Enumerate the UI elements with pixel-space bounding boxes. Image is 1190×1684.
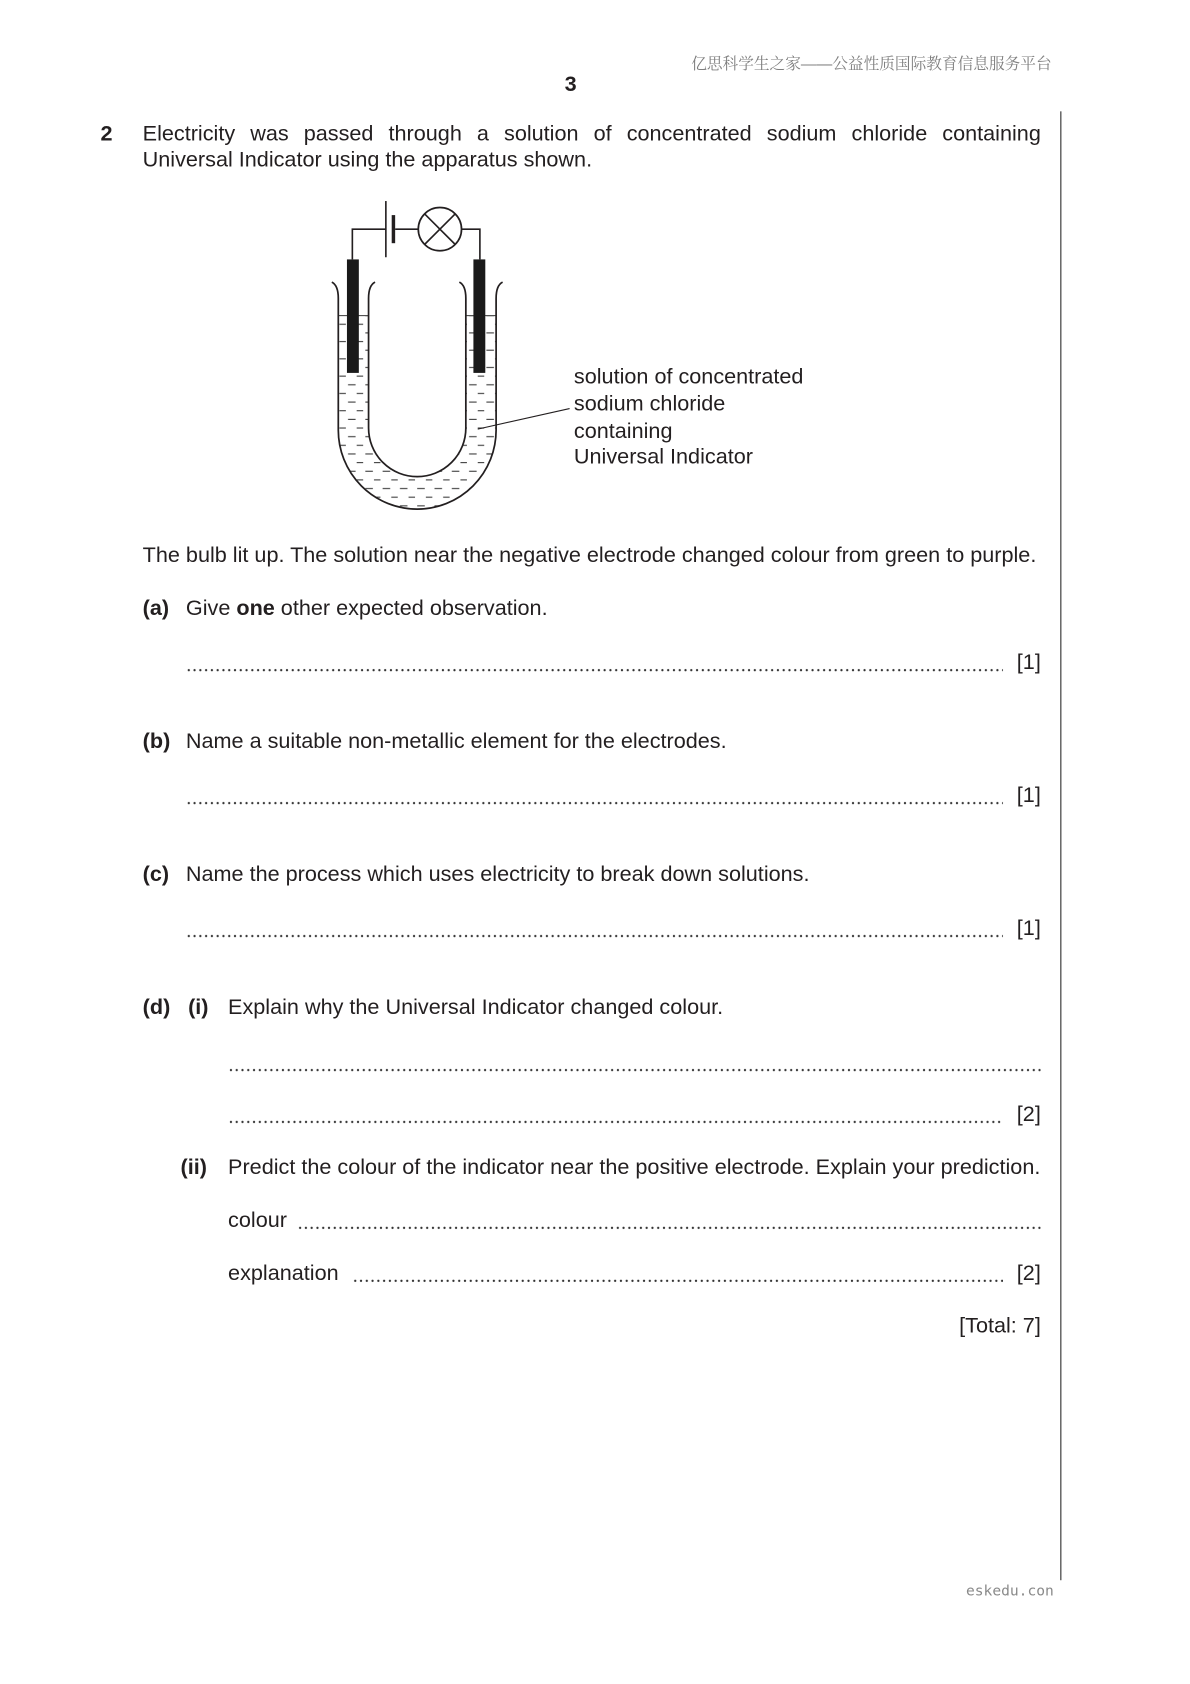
part-c-label: (c) — [142, 862, 170, 887]
part-d-ii-question: Predict the colour of the indicator near the positive electrode. Explain your prediction. — [228, 1155, 1041, 1180]
diagram-label-line-1: solution of concentrated — [573, 365, 804, 390]
page-number: 3 — [564, 72, 577, 97]
part-d-i-question: Explain why the Universal Indicator changed colour. — [228, 995, 724, 1020]
part-c-question: Name the process which uses electricity to break down solutions. — [185, 862, 810, 887]
part-a-label: (a) — [142, 596, 170, 621]
intro-line-1: Electricity was passed through a solution of concentrated sodium chloride containing — [142, 122, 1041, 146]
part-a-mark: [1] — [1016, 650, 1041, 675]
wire-left — [352, 229, 386, 259]
explanation-prompt: explanation — [228, 1261, 339, 1286]
part-d-i-label: (i) — [188, 995, 209, 1020]
diagram-label-line-3: containing — [573, 419, 673, 444]
part-b-label: (b) — [142, 729, 171, 754]
answer-line-b — [186, 783, 1003, 809]
u-tube-inner-wall — [369, 282, 466, 477]
solution-liquid — [338, 316, 496, 509]
total-marks: [Total: 7] — [959, 1314, 1041, 1339]
part-d-ii-mark: [2] — [1016, 1261, 1041, 1286]
answer-line-colour — [297, 1207, 1041, 1233]
left-electrode — [347, 259, 359, 372]
answer-line-d-i-2 — [228, 1101, 1003, 1127]
part-a-text-start: Give — [185, 596, 237, 621]
part-b-mark: [1] — [1016, 783, 1041, 808]
diagram-label-line-2: sodium chloride — [573, 392, 726, 417]
answer-line-explanation — [352, 1260, 1003, 1286]
apparatus-diagram — [313, 189, 594, 524]
part-c-mark: [1] — [1016, 916, 1041, 941]
part-d-label: (d) — [142, 995, 171, 1020]
part-d-i-mark: [2] — [1016, 1102, 1041, 1127]
right-electrode — [473, 259, 485, 372]
answer-line-a — [186, 650, 1003, 676]
part-d-ii-label: (ii) — [180, 1155, 207, 1180]
part-a-text-end: other expected observation. — [274, 596, 548, 621]
intro-line-2: Universal Indicator using the apparatus shown. — [142, 148, 593, 172]
question-number: 2 — [100, 122, 113, 146]
part-a-question — [186, 596, 548, 622]
answer-line-c — [186, 915, 1003, 941]
colour-prompt: colour — [228, 1208, 287, 1233]
part-b-question: Name a suitable non-metallic element for the electrodes. — [185, 729, 727, 754]
footer-watermark: eskedu.con — [965, 1582, 1054, 1600]
observation-text: The bulb lit up. The solution near the negative electrode changed colour from green to purple. — [142, 543, 1037, 568]
diagram-label-line-4: Universal Indicator — [573, 445, 753, 470]
wire-right — [462, 229, 480, 259]
header-watermark: 亿思科学生之家——公益性质国际教育信息服务平台 — [691, 56, 1052, 74]
margin-rule — [1060, 111, 1061, 1580]
answer-line-d-i-1 — [228, 1050, 1041, 1076]
part-a-text-bold: one — [236, 596, 275, 621]
